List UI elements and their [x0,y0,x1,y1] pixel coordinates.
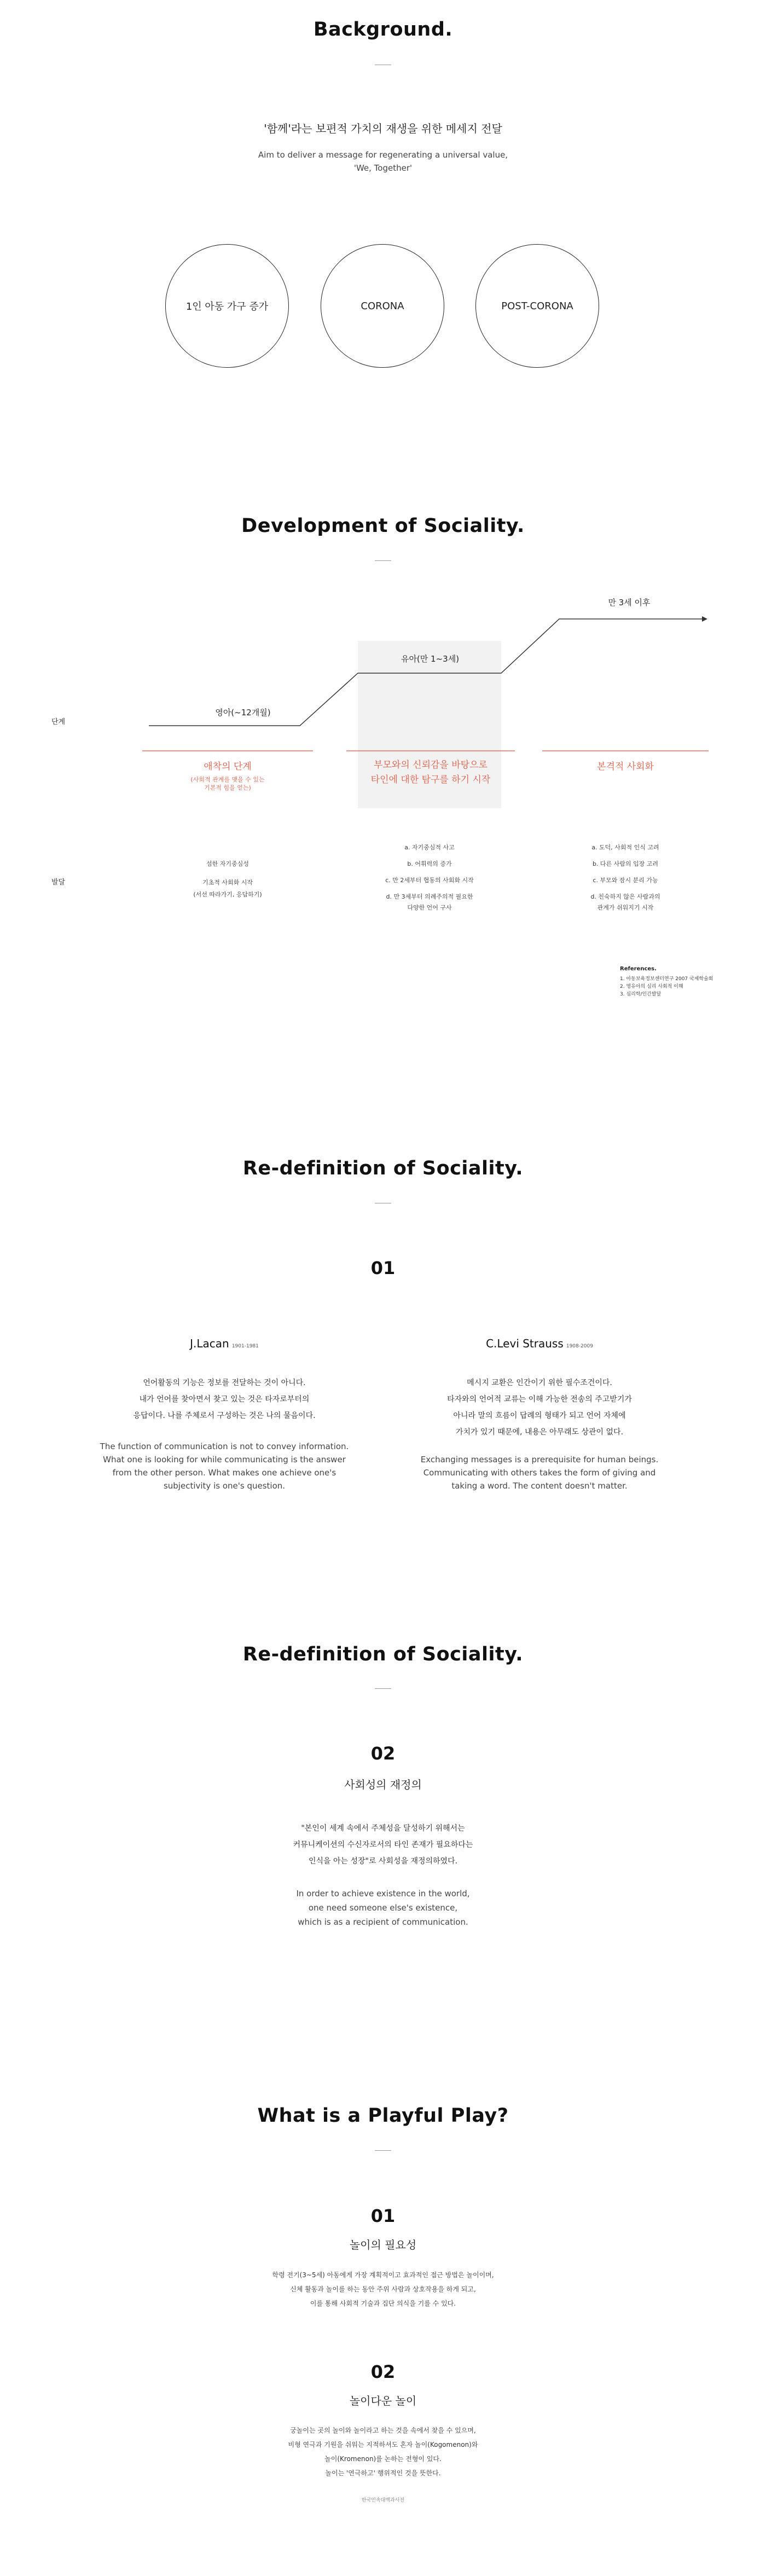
stage-title-attachment: 애착의 단계 [204,761,252,772]
dev-item: 기초적 사회화 시작 [202,879,253,886]
references [620,966,740,998]
background-subtitle-ko: '함께'라는 보편적 가치의 재생을 위한 메세지 전달 [264,122,502,135]
lacan-heading [142,1337,306,1350]
title-divider [375,1688,391,1689]
dev-item: b. 어휘력의 증가 [407,860,452,867]
paragraph-line: 신체 활동과 놀이를 하는 동안 주위 사람과 상호작용을 하게 되고, [290,2285,476,2293]
paragraph-line: 학령 전기(3~5세) 아동에게 가장 계획적이고 효과적인 접근 방법은 놀이이며, [272,2271,494,2279]
quote-line: 언어활동의 기능은 정보를 전달하는 것이 아니다. [143,1379,306,1387]
quote-line: from the other person. What makes one achieve one's [112,1468,336,1478]
quote-line: 메시지 교환은 인간이기 위한 필수조건이다. [467,1379,612,1387]
dev-item: 섬한 자기중심성 [206,860,249,867]
paragraph-line: one need someone else's existence, [308,1903,458,1913]
quote-line: taking a word. The content doesn't matter. [451,1481,628,1491]
redefinition-ko [0,1820,766,1869]
paragraph-line: 이를 통해 사회적 기술과 집단 의식을 기를 수 있다. [310,2300,456,2307]
dev-item: a. 자기중심적 사고 [404,844,455,851]
play-necessity-heading: 놀이의 필요성 [349,2238,417,2251]
reference-item: 3. 심리학/인간발달 [620,992,661,997]
stage-title-exploration [346,758,515,788]
section-number-02: 02 [370,1743,396,1764]
paragraph-line: 비형 연극과 기원을 쉬워는 지적하셔도 혼자 놀이(Kogomenon)와 [288,2441,478,2448]
redefinition-title-1: Re-definition of Sociality. [242,1157,524,1179]
stage-title-line: 부모와의 신뢰감을 바탕으로 [374,760,488,771]
quote-line: 아니라 말의 흐름이 답례의 형태가 되고 언어 자체에 [453,1411,626,1420]
paragraph-line: 커뮤니케이션의 수신자로서의 타인 존재가 필요하다는 [293,1840,473,1849]
stage-label-after3: 만 3세 이후 [608,598,651,607]
dev-item: c. 만 2세부터 협동의 사회화 시작 [385,877,474,884]
levi-strauss-heading [457,1337,622,1350]
levi-strauss-quote-en [403,1453,676,1492]
dev-item: c. 부모와 잠시 분리 가능 [593,877,658,884]
section-number-01: 01 [370,1258,396,1278]
circle-label: POST-CORONA [501,300,573,312]
stage-title-line: 타인에 대한 탐구를 하기 시작 [370,774,491,785]
stage-desc-line: (사회적 관계를 맺을 수 있는 [190,776,265,783]
quote-line: subjectivity is one's question. [163,1481,286,1491]
playful-play-title: What is a Playful Play? [257,2105,509,2127]
section-number-01: 01 [370,2205,396,2226]
dev-item: a. 도덕, 사회적 인식 고려 [591,844,659,851]
background-subtitle-en-2: 'We, Together' [353,163,413,173]
stage-label-infant: 영아(~12개월) [215,708,271,717]
row-label-stage: 단계 [51,718,66,726]
quote-line: The function of communication is not to convey information. [100,1442,349,1451]
lacan-quote-en [88,1440,361,1492]
circle-label: CORONA [361,300,404,312]
quote-line: 타자와의 언어적 교류는 이해 가능한 전송의 주고받기가 [447,1395,632,1404]
levi-strauss-name: C.Levi Strauss [486,1337,564,1350]
redefinition-heading: 사회성의 재정의 [344,1778,422,1791]
dev-item: d. 만 3세부터 의례주의적 필요한 [386,893,473,900]
dev-column-toddler [358,840,501,916]
levi-strauss-years: 1908-2009 [566,1344,593,1349]
redefinition-title-2: Re-definition of Sociality. [242,1643,524,1665]
quote-line: 내가 언어를 찾아면서 찾고 있는 것은 타자로부터의 [139,1395,310,1404]
lacan-years: 1901-1981 [231,1344,259,1349]
reference-item: 1. 아동보육정보센터연구 2007 국제학술회 [620,976,713,982]
dev-item: (서선 따라가기, 응답하기) [193,891,262,898]
dev-column-infant [171,857,284,902]
paragraph-line: 놀이(Kromenon)를 논하는 전형이 있다. [324,2455,442,2463]
quote-line: What one is looking for while communicating is the answer [103,1455,346,1464]
levi-strauss-quote-ko [403,1375,676,1440]
lacan-quote-ko [88,1375,361,1424]
reference-item: 2. 영유아의 심리 사회적 이해 [620,984,683,989]
paragraph-line: 궁놀이는 곳의 놀이와 놀이라고 하는 것을 속에서 찾을 수 있으며, [290,2427,476,2434]
stage-desc-attachment [142,775,313,792]
background-subtitle-en-1: Aim to deliver a message for regenerating a universal value, [258,150,508,160]
dev-item: 관계가 쉬워지기 시작 [597,904,654,911]
stage-desc-line: 기본적 힘을 얻는) [204,784,251,791]
playful-play-footnote: 한국민속대백과사전 [361,2498,405,2503]
arrow-head-icon [702,616,707,622]
playful-play-heading: 놀이다운 놀이 [349,2394,417,2407]
paragraph-line: which is as a recipient of communication. [298,1917,468,1927]
dev-item: 다양한 언어 구사 [407,904,452,911]
row-label-development: 발달 [51,878,66,887]
title-divider [375,2150,391,2151]
stage-title-socialization: 본격적 사회화 [597,761,654,772]
references-title: References. [620,966,657,972]
lacan-name: J.Lacan [190,1337,229,1350]
quote-line: 가치가 있기 때문에, 내용은 아무래도 상관이 없다. [455,1428,624,1437]
background-title: Background. [313,19,453,40]
stage-label-toddler: 유아(만 1~3세) [401,654,460,664]
development-staircase [0,0,766,766]
quote-line: Communicating with others takes the form of giving and [423,1468,656,1478]
playful-play-text [0,2423,766,2480]
quote-line: 응답이다. 나를 주체로서 구성하는 것은 나의 물음이다. [133,1411,316,1420]
quote-line: Exchanging messages is a prerequisite for human beings. [420,1455,659,1464]
paragraph-line: 놀이는 '연극하고' 행위적인 것을 뜻한다. [325,2469,441,2477]
redefinition-en [0,1886,766,1929]
play-necessity-text [0,2268,766,2311]
paragraph-line: In order to achieve existence in the world, [296,1889,470,1898]
section-number-02: 02 [370,2361,396,2382]
dev-column-after3 [554,840,697,916]
circle-label: 1인 아동 가구 증가 [185,301,269,312]
paragraph-line: "본인이 세계 속에서 주체성을 달성하기 위해서는 [301,1824,465,1833]
dev-item: b. 다른 사람의 입장 고려 [592,860,659,867]
paragraph-line: 인식을 아는 성장"로 사회성을 재정의하였다. [308,1857,458,1866]
dev-item: d. 친숙하지 않은 사람과의 [590,893,660,900]
development-title: Development of Sociality. [241,515,525,537]
